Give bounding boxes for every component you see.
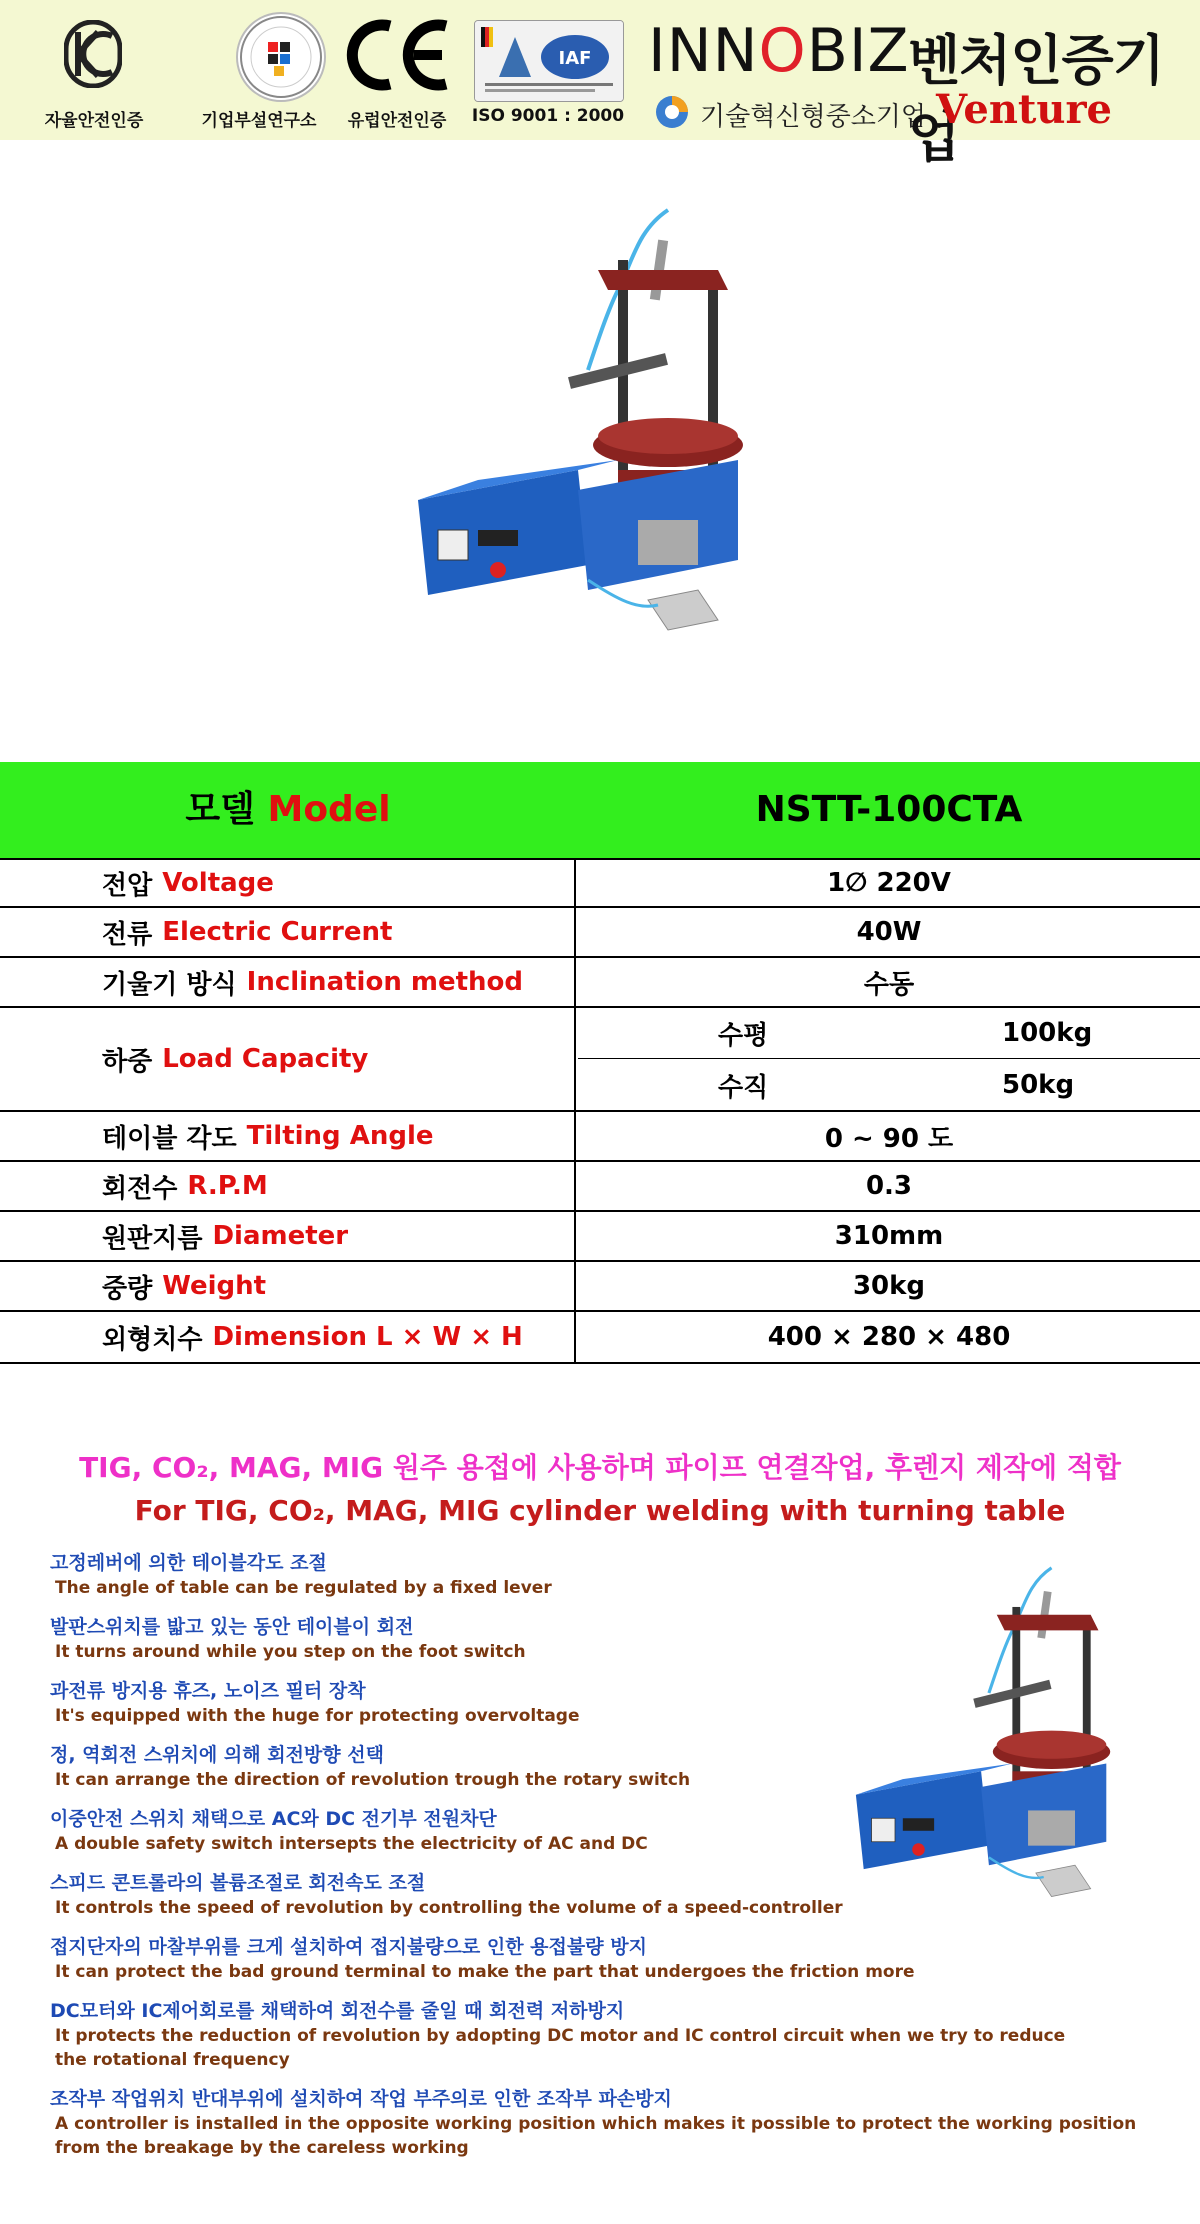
feature-item: 접지단자의 마찰부위를 크게 설치하여 접지불량으로 인한 용접불량 방지 It can protect the bad ground terminal to make the part that undergoes the friction more bbox=[50, 1936, 915, 1982]
spec-row-weight: 중량 Weight 30kg bbox=[0, 1262, 1200, 1312]
cert-label-research: 기업부설연구소 bbox=[201, 111, 317, 131]
load-divider bbox=[578, 1058, 1200, 1059]
innobiz-swirl-icon bbox=[654, 94, 690, 130]
feature-item: 발판스위치를 밟고 있는 동안 테이블이 회전 It turns around while you step on the foot switch bbox=[50, 1616, 526, 1662]
spec-row-voltage: 전압 Voltage 1∅ 220V bbox=[0, 858, 1200, 908]
tga-iaf-iso-icon bbox=[474, 20, 624, 102]
spec-row-load-capacity: 하중 Load Capacity 수평 100kg 수직 50kg bbox=[0, 1008, 1200, 1112]
feature-item: 조작부 작업위치 반대부위에 설치하여 작업 부주의로 인한 조작부 파손방지 A controller is installed in the opposite working position which makes it possible to protect the working position from the breakage by the careless working bbox=[50, 2088, 1137, 2158]
feature-item: 고정레버에 의한 테이블각도 조절 The angle of table can be regulated by a fixed lever bbox=[50, 1552, 552, 1598]
kc-mark-icon bbox=[64, 20, 122, 88]
feature-item: 이중안전 스위치 채택으로 AC와 DC 전기부 전원차단 A double safety switch intersepts the electricity of AC and DC bbox=[50, 1808, 648, 1854]
load-horizontal: 수평 100kg bbox=[718, 1018, 1093, 1051]
cert-iso bbox=[470, 0, 626, 140]
cert-ce bbox=[334, 0, 460, 140]
spec-value: 1∅ 220V bbox=[827, 868, 951, 898]
research-institute-badge-icon bbox=[236, 12, 326, 102]
svg-text:IAF: IAF bbox=[558, 48, 592, 69]
spec-header-model-value: NSTT-100CTA bbox=[755, 789, 1023, 830]
ce-mark-icon bbox=[334, 12, 456, 98]
spec-header-model-label: 모델 Model bbox=[185, 789, 391, 830]
cert-label-ce: 유럽안전인증 bbox=[347, 111, 447, 131]
feature-item: 정, 역회전 스위치에 의해 회전방향 선택 It can arrange the direction of revolution trough the rotary switch bbox=[50, 1744, 691, 1790]
feature-item: 스피드 콘트롤라의 볼륨조절로 회전속도 조절 It controls the speed of revolution by controlling the volume of a speed-controller bbox=[50, 1872, 843, 1918]
spec-row-dimension: 외형치수 Dimension L × W × H 400 × 280 × 480 bbox=[0, 1312, 1200, 1364]
spec-row-diameter: 원판지름 Diameter 310mm bbox=[0, 1212, 1200, 1262]
spec-header bbox=[0, 762, 1200, 858]
venture-en: Venture bbox=[936, 86, 1112, 133]
spec-value: 0.3 bbox=[865, 1171, 913, 1201]
spec-row-tilting-angle: 테이블 각도 Tilting Angle 0 ~ 90 도 bbox=[0, 1112, 1200, 1162]
cert-kc bbox=[28, 0, 160, 140]
spec-value: 400 × 280 × 480 bbox=[767, 1322, 1011, 1352]
cert-label-kc: 자율안전인증 bbox=[44, 111, 144, 131]
spec-value: 30kg bbox=[852, 1271, 926, 1301]
feature-item: 과전류 방지용 휴즈, 노이즈 필터 장착 It's equipped with the huge for protecting overvoltage bbox=[50, 1680, 580, 1726]
innobiz-subtitle: 기술혁신형중소기업 bbox=[700, 102, 927, 132]
spec-row-inclination: 기울기 방식 Inclination method 수동 bbox=[0, 958, 1200, 1008]
product-photo-main bbox=[418, 200, 748, 660]
venture-kr: 벤처인증기업 bbox=[908, 29, 1164, 169]
spec-value: 40W bbox=[856, 917, 922, 947]
cert-label-iso: ISO 9001 : 2000 bbox=[471, 106, 625, 126]
spec-row-rpm: 회전수 R.P.M 0.3 bbox=[0, 1162, 1200, 1212]
spec-row-current: 전류 Electric Current 40W bbox=[0, 908, 1200, 958]
spec-value: 수동 bbox=[863, 969, 915, 1000]
features-heading-en: For TIG, CO₂, MAG, MIG cylinder welding with turning table bbox=[134, 1494, 1066, 1527]
innobiz-logo-text: INNOBIZ bbox=[648, 16, 910, 86]
load-vertical: 수직 50kg bbox=[718, 1070, 1075, 1103]
features-heading-kr: TIG, CO₂, MAG, MIG 원주 용접에 사용하며 파이프 연결작업, 후렌지 제작에 적합 bbox=[79, 1451, 1121, 1484]
certification-bar bbox=[0, 0, 1200, 169]
cert-research bbox=[194, 0, 324, 140]
feature-item: DC모터와 IC제어회로를 채택하여 회전수를 줄일 때 회전력 저하방지 It protects the reduction of revolution by adopting DC motor and IC control circuit when we try to reduce the rotational frequency bbox=[50, 2000, 1066, 2070]
spec-value: 0 ~ 90 도 bbox=[824, 1123, 954, 1154]
spec-value: 310mm bbox=[834, 1221, 944, 1251]
product-photo-side bbox=[850, 1560, 1120, 1920]
